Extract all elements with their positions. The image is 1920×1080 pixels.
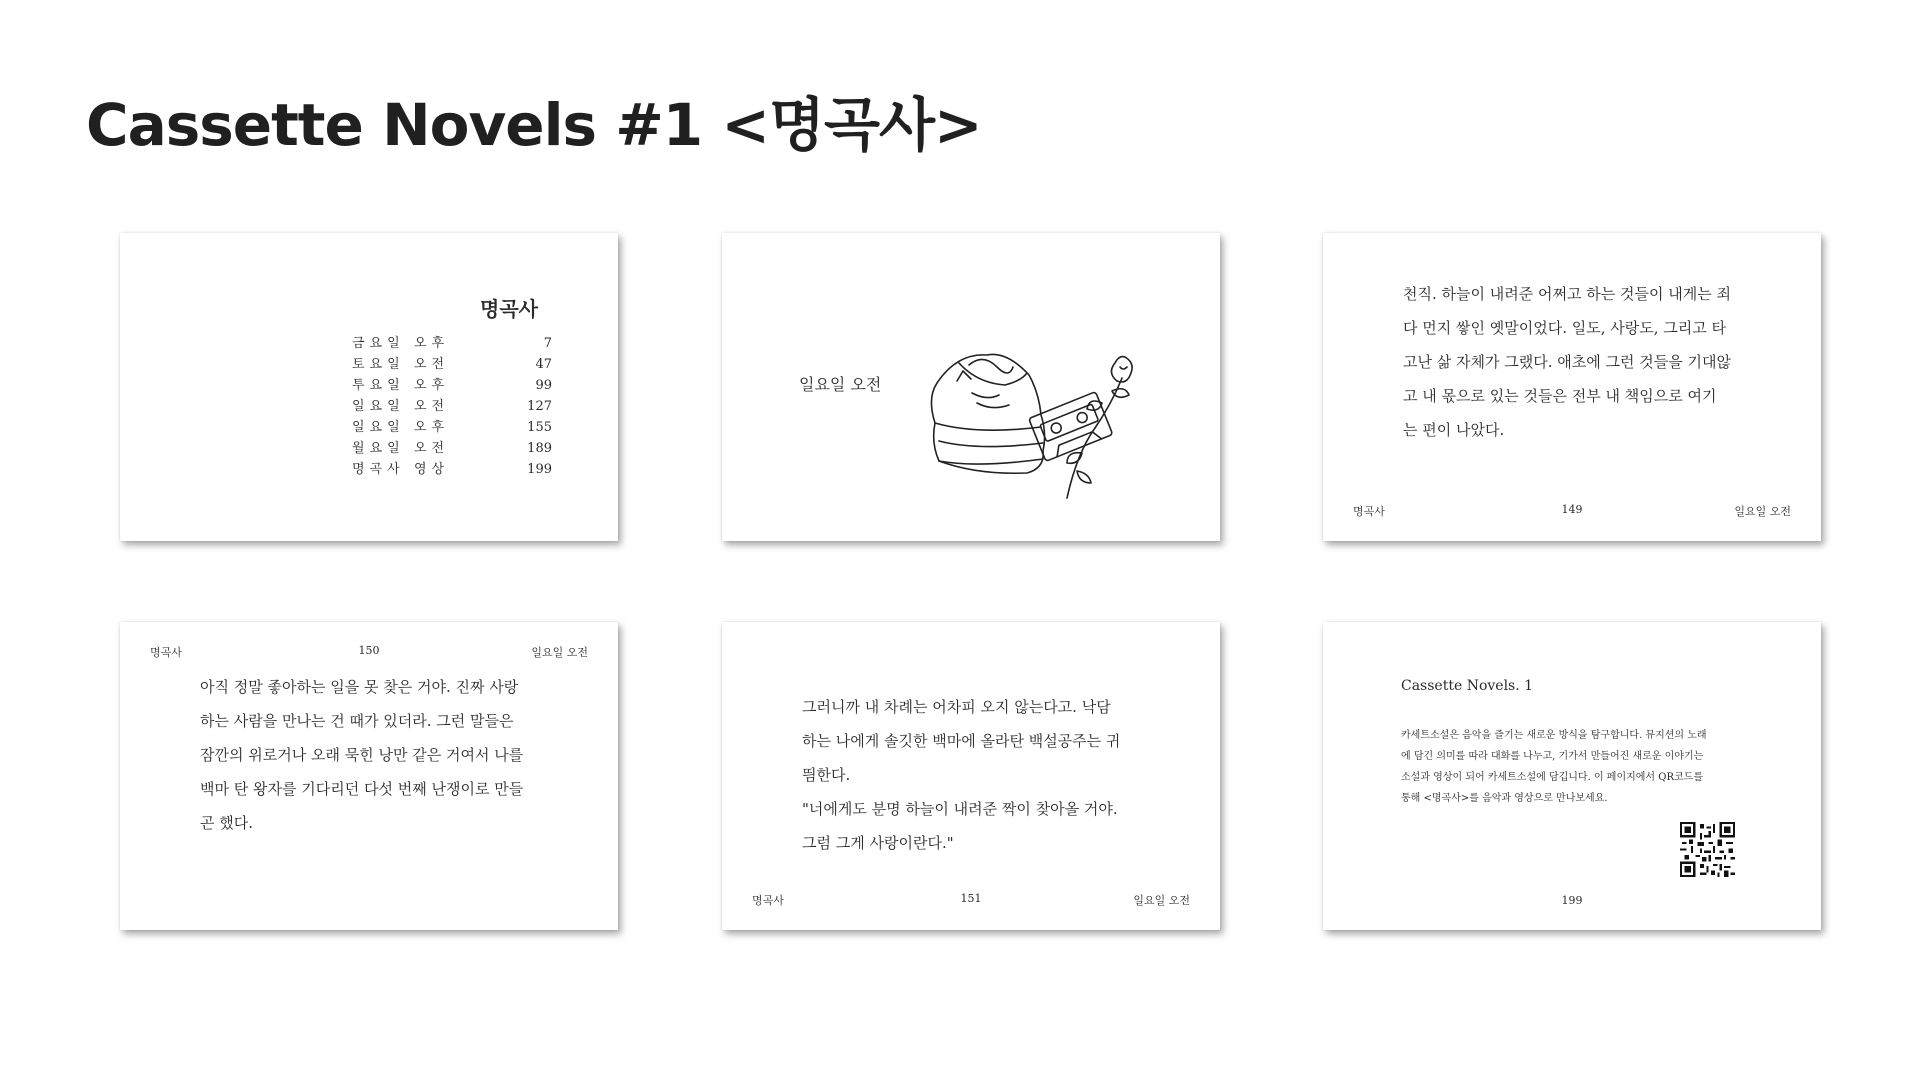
page-body-text (200, 670, 555, 840)
toc-time: 오전 (414, 357, 450, 372)
toc-row (352, 333, 572, 354)
text-line: 고 내 몫으로 있는 것들은 전부 내 책임으로 여기 (1403, 387, 1717, 405)
text-line: 띔한다. (802, 766, 851, 784)
toc-day: 투요일 (352, 378, 405, 393)
toc-page-number: 199 (527, 462, 552, 477)
toc-row (352, 396, 572, 417)
chapter-label: 일요일 오전 (799, 375, 882, 394)
text-line: 천직. 하늘이 내려준 어쩌고 하는 것들이 내게는 죄 (1403, 285, 1731, 303)
running-header-book-title: 명곡사 (752, 894, 784, 907)
series-description (1401, 725, 1771, 809)
book-page-150 (120, 622, 618, 930)
toc-list (352, 333, 572, 480)
page-title: Cassette Novels #1 <명곡사> (86, 91, 982, 159)
running-header-book-title: 명곡사 (1353, 505, 1385, 518)
toc-day: 명곡사 (352, 462, 405, 477)
text-line: 하는 나에게 솔깃한 백마에 올라탄 백설공주는 귀 (802, 732, 1121, 750)
text-line: 그럼 그게 사랑이란다." (802, 834, 954, 852)
running-header-chapter: 일요일 오전 (531, 646, 588, 659)
toc-page-number: 7 (543, 336, 552, 351)
text-line: 아직 정말 좋아하는 일을 못 찾은 거야. 진짜 사랑 (200, 678, 519, 696)
toc-time: 오후 (414, 336, 450, 351)
toc-row (352, 459, 572, 480)
toc-day: 일요일 (352, 420, 405, 435)
toc-page-number: 127 (527, 399, 552, 414)
toc-day: 금요일 (352, 336, 405, 351)
text-line: 다 먼지 쌓인 옛말이었다. 일도, 사랑도, 그리고 타 (1403, 319, 1726, 337)
toc-page-number: 47 (535, 357, 552, 372)
page-number: 151 (960, 892, 982, 905)
text-line: 그러니까 내 차례는 어차피 오지 않는다고. 낙담 (802, 698, 1111, 716)
toc-heading: 명곡사 (480, 297, 538, 321)
toc-row (352, 417, 572, 438)
book-page-151 (722, 622, 1220, 930)
toc-time: 오후 (414, 420, 450, 435)
clothes-cassette-flower-illustration (917, 323, 1167, 503)
book-page-149 (1323, 233, 1821, 541)
toc-row (352, 375, 572, 396)
text-line: 고난 삶 자체가 그랬다. 애초에 그런 것들을 기대않 (1403, 353, 1731, 371)
qr-code-icon[interactable] (1680, 822, 1735, 877)
page-number: 149 (1561, 503, 1583, 516)
toc-page-number: 99 (535, 378, 552, 393)
toc-time: 오전 (414, 441, 450, 456)
page-number: 150 (358, 644, 380, 657)
toc-time: 오전 (414, 399, 450, 414)
text-line: 잠깐의 위로거나 오래 묵힌 낭만 같은 거여서 나를 (200, 746, 524, 764)
text-line: 는 편이 나았다. (1403, 421, 1505, 439)
toc-day: 월요일 (352, 441, 405, 456)
text-line: 에 담긴 의미를 따라 대화를 나누고, 기가서 만들어진 새로운 이야기는 (1401, 751, 1704, 762)
toc-time: 영상 (414, 462, 450, 477)
toc-row (352, 438, 572, 459)
text-line: 소설과 영상이 되어 카세트소설에 담깁니다. 이 페이지에서 QR코드를 (1401, 772, 1703, 783)
page-body-text (1403, 277, 1758, 447)
page-number: 199 (1561, 894, 1583, 907)
text-line: 하는 사람을 만나는 건 때가 있더라. 그런 말들은 (200, 712, 514, 730)
toc-row (352, 354, 572, 375)
toc-day: 토요일 (352, 357, 405, 372)
text-line: "너에게도 분명 하늘이 내려준 짝이 찾아올 거야. (802, 800, 1118, 818)
running-header-book-title: 명곡사 (150, 646, 182, 659)
book-page-toc (120, 233, 618, 541)
book-page-illustration (722, 233, 1220, 541)
toc-day: 일요일 (352, 399, 405, 414)
text-line: 백마 탄 왕자를 기다리던 다섯 번째 난쟁이로 만들 (200, 780, 524, 798)
series-title: Cassette Novels. 1 (1401, 678, 1534, 694)
toc-page-number: 189 (527, 441, 552, 456)
text-line: 카세트소설은 음악을 즐기는 새로운 방식을 탐구합니다. 뮤지션의 노래 (1401, 730, 1707, 741)
toc-page-number: 155 (527, 420, 552, 435)
page-body-text (802, 690, 1157, 860)
toc-time: 오후 (414, 378, 450, 393)
text-line: 곤 했다. (200, 814, 254, 832)
running-header-chapter: 일요일 오전 (1734, 505, 1791, 518)
text-line: 통해 <명곡사>를 음악과 영상으로 만나보세요. (1401, 793, 1608, 804)
running-header-chapter: 일요일 오전 (1133, 894, 1190, 907)
book-page-199 (1323, 622, 1821, 930)
